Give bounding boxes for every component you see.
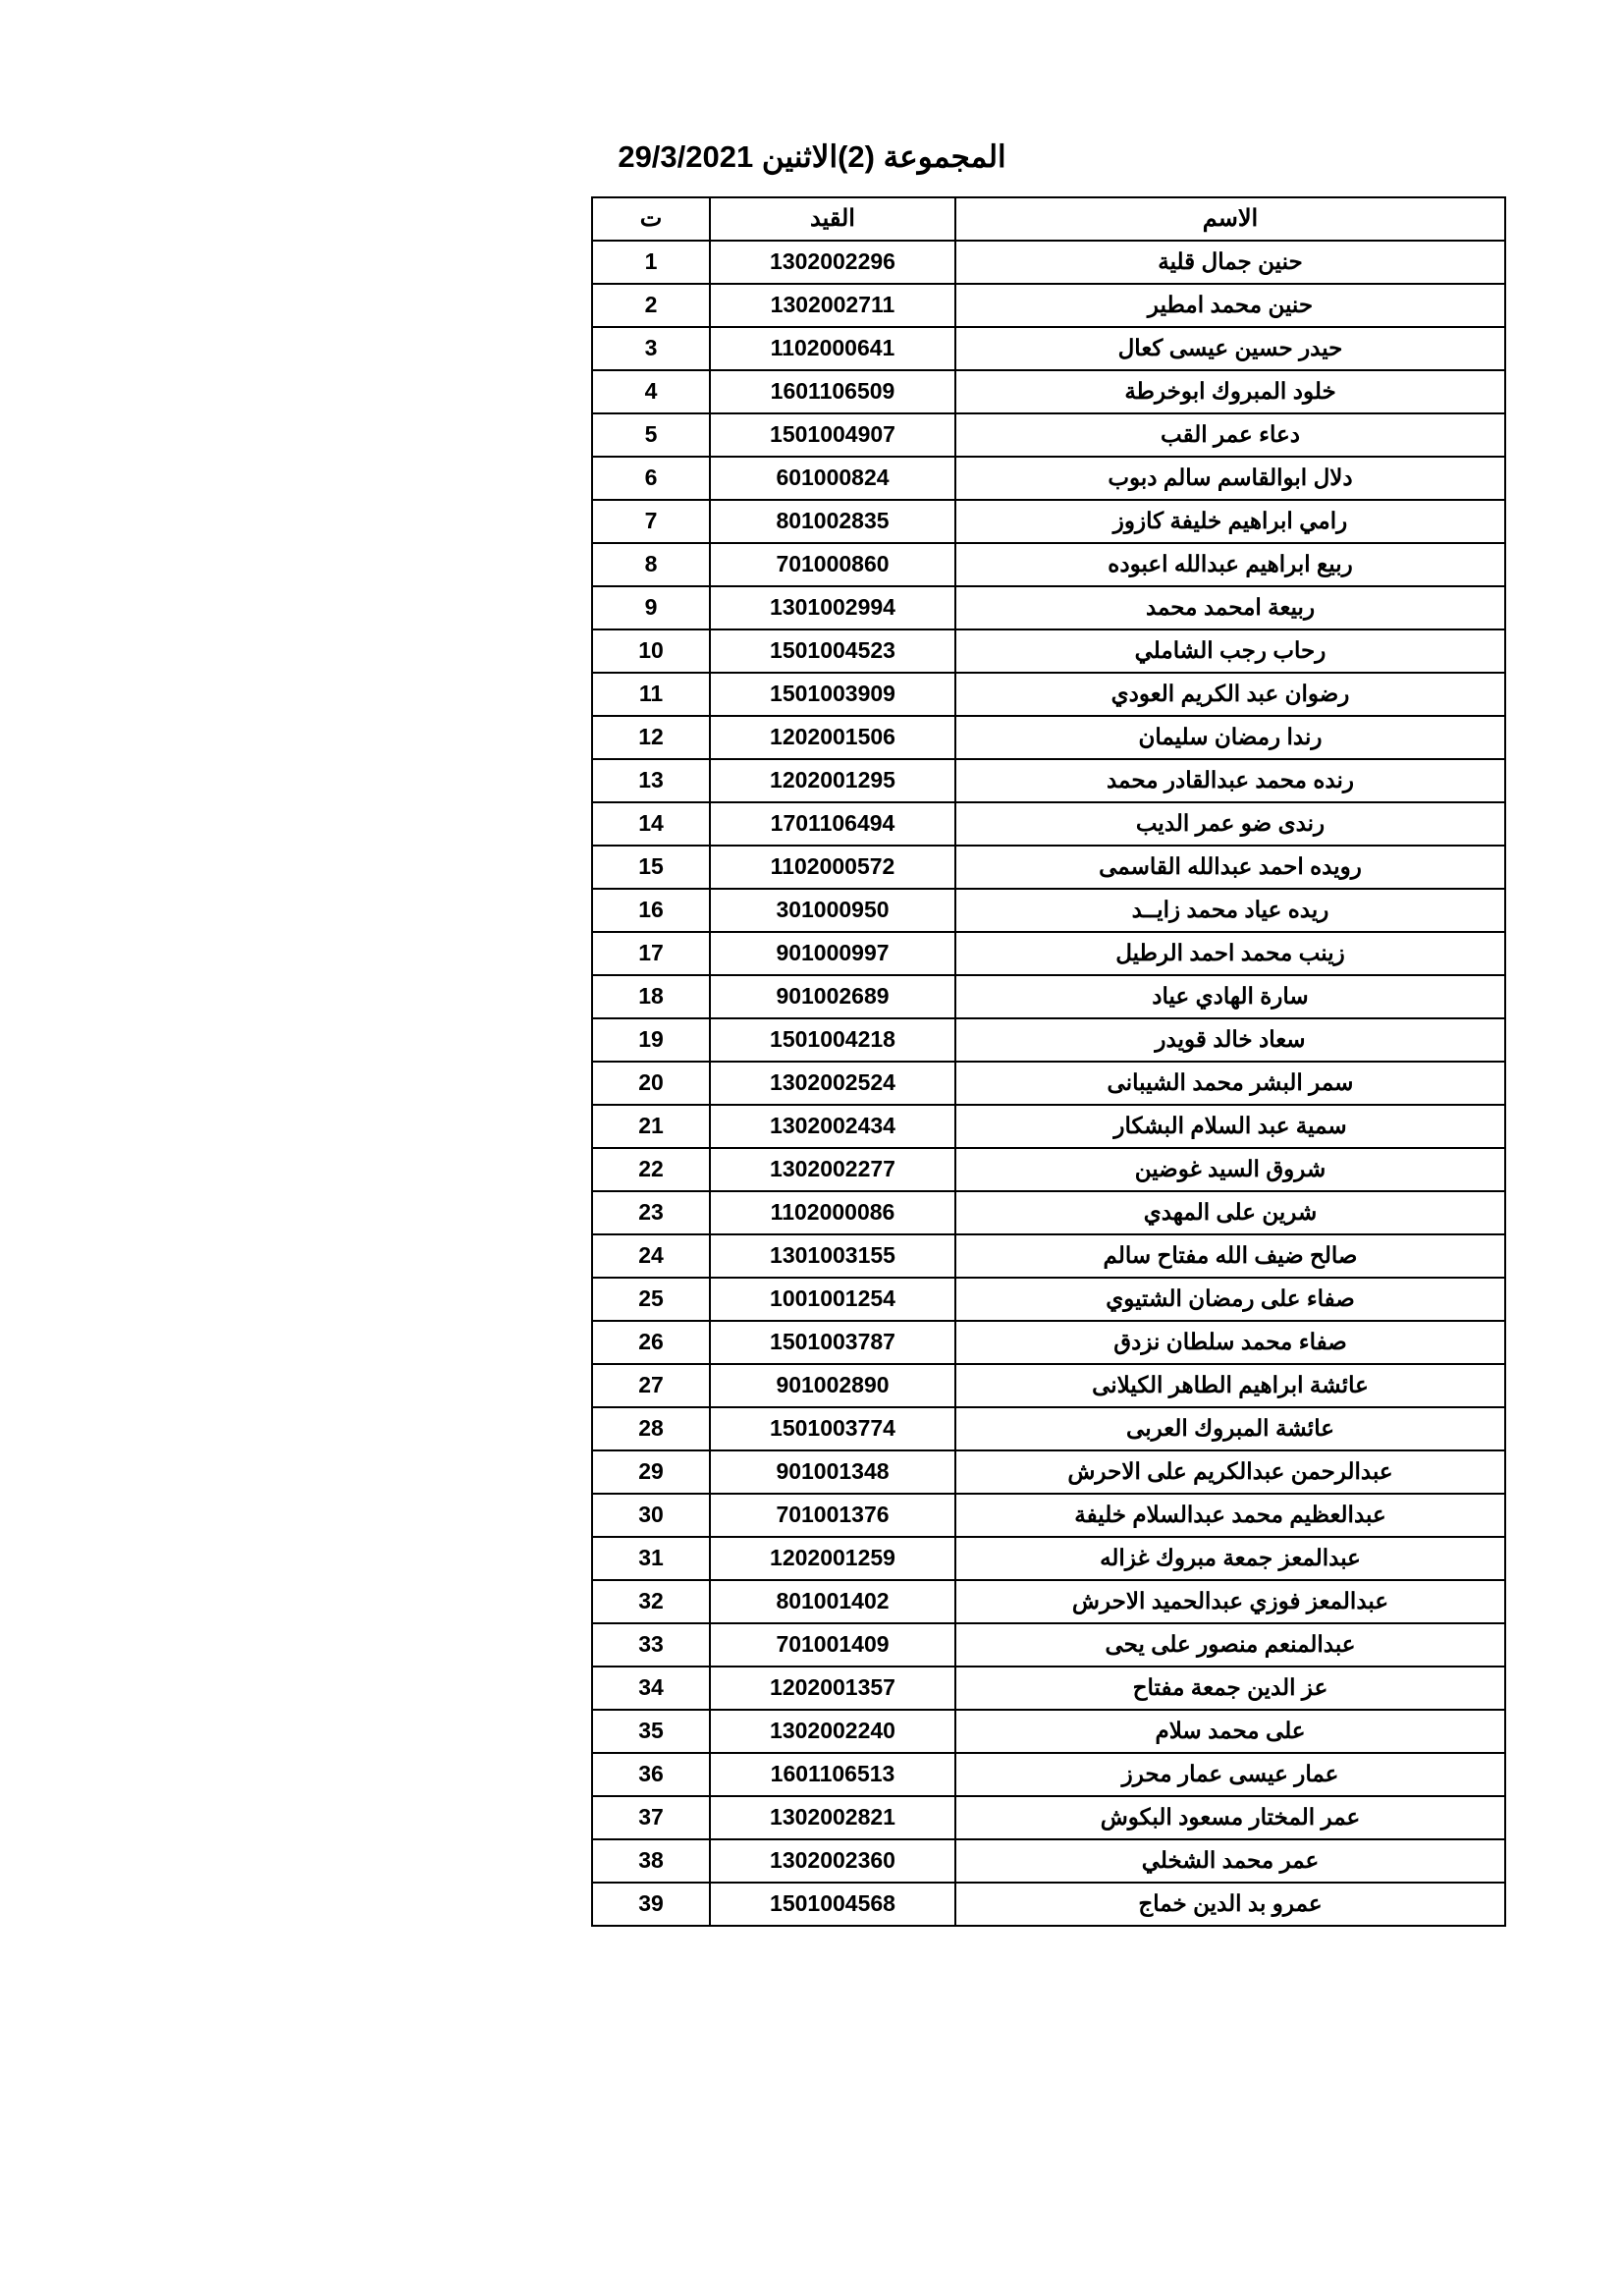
cell-id: 1501003774: [710, 1407, 955, 1450]
cell-index: 25: [592, 1278, 710, 1321]
table-row: [592, 1537, 1505, 1580]
cell-name: دلال ابوالقاسم سالم دبوب: [955, 457, 1505, 500]
table-row: [592, 1407, 1505, 1450]
cell-index: 30: [592, 1494, 710, 1537]
cell-index: 4: [592, 370, 710, 413]
table-header: [592, 197, 1505, 241]
column-header-index: ت: [592, 197, 710, 241]
page-title: المجموعة (2)الاثنين 29/3/2021: [618, 139, 1006, 174]
cell-index: 10: [592, 629, 710, 673]
cell-name: سارة الهادي عياد: [955, 975, 1505, 1018]
cell-id: 1202001506: [710, 716, 955, 759]
table-row: [592, 1883, 1505, 1926]
table-row: [592, 1753, 1505, 1796]
cell-index: 24: [592, 1234, 710, 1278]
cell-index: 23: [592, 1191, 710, 1234]
cell-id: 1501004907: [710, 413, 955, 457]
cell-name: عمار عيسى عمار محرز: [955, 1753, 1505, 1796]
table-row: [592, 1234, 1505, 1278]
table-row: [592, 975, 1505, 1018]
cell-id: 1302002524: [710, 1062, 955, 1105]
cell-id: 901000997: [710, 932, 955, 975]
roster-table-container: [593, 196, 1506, 1927]
cell-name: سمر البشر محمد الشيبانى: [955, 1062, 1505, 1105]
table-row: [592, 1191, 1505, 1234]
cell-index: 32: [592, 1580, 710, 1623]
table-row: [592, 1796, 1505, 1839]
table-row: [592, 1580, 1505, 1623]
table-row: [592, 586, 1505, 629]
cell-id: 1202001259: [710, 1537, 955, 1580]
cell-name: خلود المبروك ابوخرطة: [955, 370, 1505, 413]
cell-index: 27: [592, 1364, 710, 1407]
cell-id: 1501004218: [710, 1018, 955, 1062]
cell-index: 36: [592, 1753, 710, 1796]
cell-name: رحاب رجب الشاملي: [955, 629, 1505, 673]
cell-name: سمية عبد السلام البشكار: [955, 1105, 1505, 1148]
table-row: [592, 932, 1505, 975]
table-row: [592, 543, 1505, 586]
cell-name: رندى ضو عمر الديب: [955, 802, 1505, 846]
cell-name: زينب محمد احمد الرطيل: [955, 932, 1505, 975]
cell-index: 22: [592, 1148, 710, 1191]
cell-index: 38: [592, 1839, 710, 1883]
cell-id: 1701106494: [710, 802, 955, 846]
cell-id: 1302002296: [710, 241, 955, 284]
table-row: [592, 629, 1505, 673]
cell-index: 19: [592, 1018, 710, 1062]
cell-id: 1302002277: [710, 1148, 955, 1191]
cell-id: 1302002240: [710, 1710, 955, 1753]
cell-index: 35: [592, 1710, 710, 1753]
table-row: [592, 500, 1505, 543]
cell-id: 801002835: [710, 500, 955, 543]
table-row: [592, 1710, 1505, 1753]
cell-name: ربيعة امحمد محمد: [955, 586, 1505, 629]
table-row: [592, 716, 1505, 759]
cell-name: عائشة ابراهيم الطاهر الكيلانى: [955, 1364, 1505, 1407]
cell-name: عبدالعظيم محمد عبدالسلام خليفة: [955, 1494, 1505, 1537]
cell-name: على محمد سلام: [955, 1710, 1505, 1753]
cell-id: 1601106513: [710, 1753, 955, 1796]
cell-name: دعاء عمر القب: [955, 413, 1505, 457]
roster-table: [591, 196, 1506, 1927]
table-row: [592, 284, 1505, 327]
cell-id: 1202001357: [710, 1667, 955, 1710]
cell-name: حيدر حسين عيسى كعال: [955, 327, 1505, 370]
cell-id: 1301002994: [710, 586, 955, 629]
cell-name: رويده احمد عبدالله القاسمى: [955, 846, 1505, 889]
cell-name: ريده عياد محمد زايــد: [955, 889, 1505, 932]
cell-id: 701001409: [710, 1623, 955, 1667]
cell-name: عائشة المبروك العربى: [955, 1407, 1505, 1450]
cell-index: 2: [592, 284, 710, 327]
cell-id: 601000824: [710, 457, 955, 500]
cell-id: 1102000572: [710, 846, 955, 889]
cell-id: 1202001295: [710, 759, 955, 802]
cell-index: 15: [592, 846, 710, 889]
cell-name: عبدالمعز فوزي عبدالحميد الاحرش: [955, 1580, 1505, 1623]
cell-name: حنين محمد امطير: [955, 284, 1505, 327]
table-row: [592, 889, 1505, 932]
cell-index: 29: [592, 1450, 710, 1494]
cell-id: 901001348: [710, 1450, 955, 1494]
table-row: [592, 1018, 1505, 1062]
cell-name: صفاء محمد سلطان نزدق: [955, 1321, 1505, 1364]
cell-index: 17: [592, 932, 710, 975]
column-header-id: القيد: [710, 197, 955, 241]
table-row: [592, 1278, 1505, 1321]
cell-name: عمر المختار مسعود البكوش: [955, 1796, 1505, 1839]
cell-name: عبدالمنعم منصور على يحى: [955, 1623, 1505, 1667]
cell-id: 1501004568: [710, 1883, 955, 1926]
cell-id: 701000860: [710, 543, 955, 586]
table-row: [592, 1623, 1505, 1667]
cell-id: 301000950: [710, 889, 955, 932]
cell-id: 1302002711: [710, 284, 955, 327]
cell-index: 12: [592, 716, 710, 759]
cell-id: 1102000086: [710, 1191, 955, 1234]
cell-name: رنده محمد عبدالقادر محمد: [955, 759, 1505, 802]
table-row: [592, 1364, 1505, 1407]
table-row: [592, 673, 1505, 716]
cell-name: ربيع ابراهيم عبدالله اعبوده: [955, 543, 1505, 586]
cell-index: 33: [592, 1623, 710, 1667]
cell-index: 1: [592, 241, 710, 284]
table-row: [592, 1839, 1505, 1883]
table-row: [592, 1062, 1505, 1105]
cell-id: 901002890: [710, 1364, 955, 1407]
table-row: [592, 1148, 1505, 1191]
cell-id: 901002689: [710, 975, 955, 1018]
cell-name: عز الدين جمعة مفتاح: [955, 1667, 1505, 1710]
table-row: [592, 1450, 1505, 1494]
cell-id: 1501003909: [710, 673, 955, 716]
cell-name: رامي ابراهيم خليفة كازوز: [955, 500, 1505, 543]
cell-id: 1501004523: [710, 629, 955, 673]
cell-id: 1302002360: [710, 1839, 955, 1883]
table-row: [592, 1494, 1505, 1537]
cell-name: عمرو بد الدين خماج: [955, 1883, 1505, 1926]
cell-id: 1302002434: [710, 1105, 955, 1148]
table-row: [592, 241, 1505, 284]
cell-id: 1302002821: [710, 1796, 955, 1839]
cell-index: 9: [592, 586, 710, 629]
table-row: [592, 457, 1505, 500]
table-row: [592, 1667, 1505, 1710]
cell-index: 8: [592, 543, 710, 586]
cell-index: 5: [592, 413, 710, 457]
cell-id: 801001402: [710, 1580, 955, 1623]
cell-index: 39: [592, 1883, 710, 1926]
cell-index: 26: [592, 1321, 710, 1364]
cell-index: 28: [592, 1407, 710, 1450]
cell-name: صفاء على رمضان الشتيوي: [955, 1278, 1505, 1321]
cell-name: حنين جمال قلية: [955, 241, 1505, 284]
cell-id: 1301003155: [710, 1234, 955, 1278]
cell-id: 1601106509: [710, 370, 955, 413]
cell-id: 1501003787: [710, 1321, 955, 1364]
cell-index: 13: [592, 759, 710, 802]
table-row: [592, 846, 1505, 889]
cell-index: 11: [592, 673, 710, 716]
table-row: [592, 802, 1505, 846]
cell-name: رندا رمضان سليمان: [955, 716, 1505, 759]
cell-index: 37: [592, 1796, 710, 1839]
cell-index: 18: [592, 975, 710, 1018]
cell-name: عبدالرحمن عبدالكريم على الاحرش: [955, 1450, 1505, 1494]
cell-name: عمر محمد الشخلي: [955, 1839, 1505, 1883]
cell-name: شروق السيد غوضين: [955, 1148, 1505, 1191]
cell-index: 20: [592, 1062, 710, 1105]
table-row: [592, 370, 1505, 413]
cell-index: 6: [592, 457, 710, 500]
table-row: [592, 1321, 1505, 1364]
cell-name: شرين على المهدي: [955, 1191, 1505, 1234]
table-row: [592, 413, 1505, 457]
table-row: [592, 759, 1505, 802]
table-body: [592, 241, 1505, 1926]
cell-name: سعاد خالد قويدر: [955, 1018, 1505, 1062]
cell-index: 14: [592, 802, 710, 846]
cell-index: 3: [592, 327, 710, 370]
cell-index: 16: [592, 889, 710, 932]
cell-id: 701001376: [710, 1494, 955, 1537]
cell-id: 1001001254: [710, 1278, 955, 1321]
cell-index: 34: [592, 1667, 710, 1710]
column-header-name: الاسم: [955, 197, 1505, 241]
table-row: [592, 1105, 1505, 1148]
table-row: [592, 327, 1505, 370]
cell-name: عبدالمعز جمعة مبروك غزاله: [955, 1537, 1505, 1580]
table-header-row: [592, 197, 1505, 241]
cell-index: 21: [592, 1105, 710, 1148]
cell-index: 7: [592, 500, 710, 543]
cell-name: رضوان عبد الكريم العودي: [955, 673, 1505, 716]
cell-id: 1102000641: [710, 327, 955, 370]
cell-index: 31: [592, 1537, 710, 1580]
cell-name: صالح ضيف الله مفتاح سالم: [955, 1234, 1505, 1278]
